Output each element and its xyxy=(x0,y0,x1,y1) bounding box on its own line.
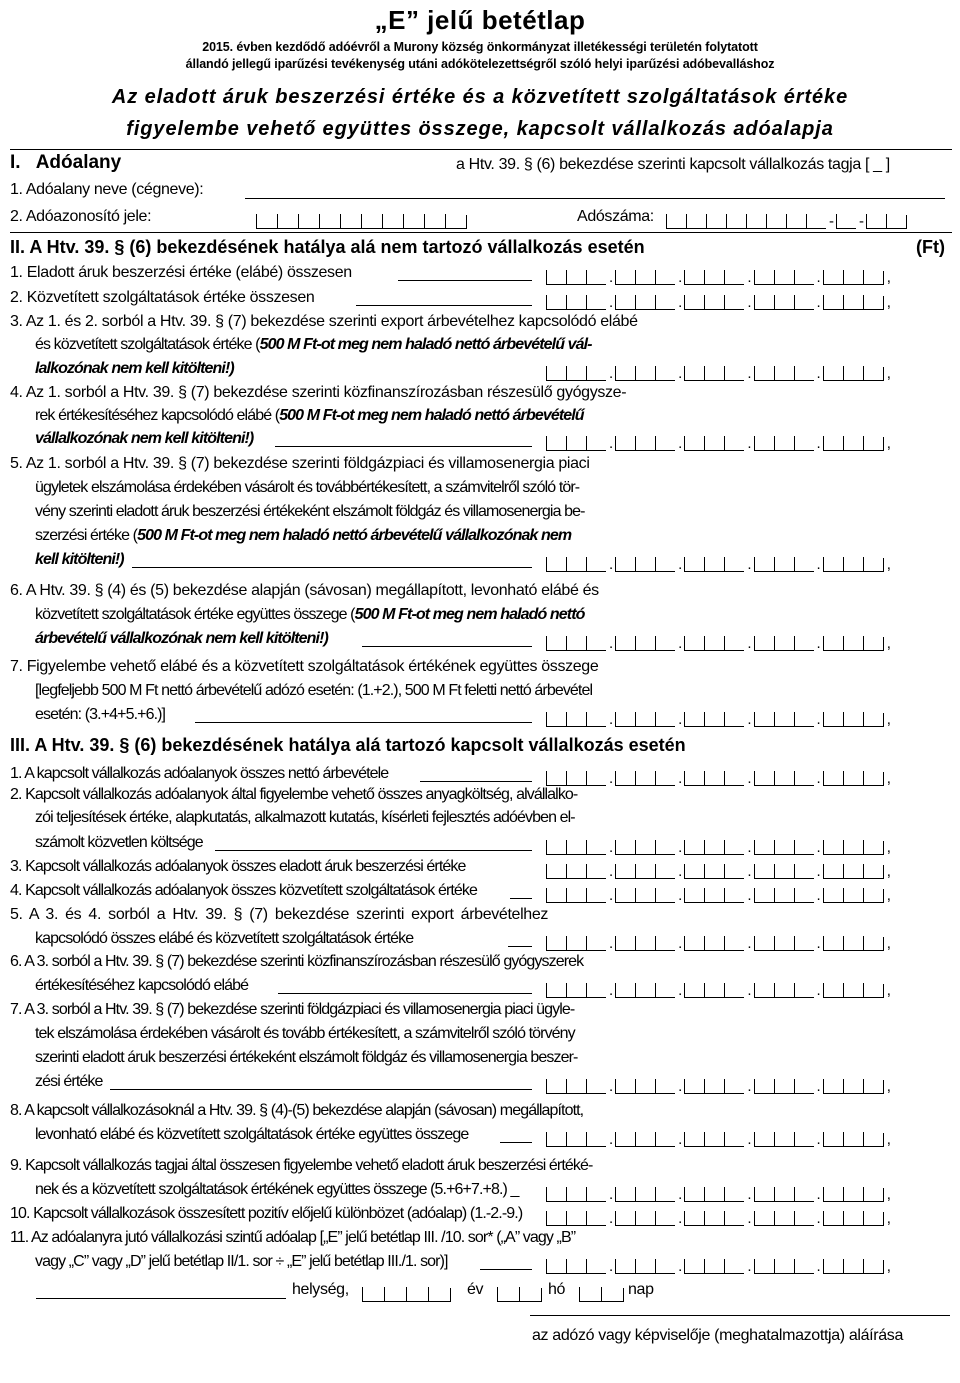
section-1-note: a Htv. 39. § (6) bekezdése szerinti kapcsolt vállalkozás tagja [ _ ] xyxy=(456,156,890,173)
s3-row-8-amount[interactable]: . . . . , xyxy=(546,1129,893,1147)
s3-row-8-line-2: levonható elábé és közvetített szolgáltatások értéke együttes összege xyxy=(35,1126,469,1143)
form-subtitle-2: állandó jellegű iparűzési tevékenység utáni adókötelezettségről szóló helyi iparűzési adóbevalláshoz xyxy=(185,57,775,71)
s2-row-2-label: 2. Közvetített szolgáltatások értéke összesen xyxy=(10,289,315,306)
s3-row-2-leader xyxy=(215,850,532,851)
form-title: „E” jelű betétlap xyxy=(374,5,586,35)
s3-row-1-leader xyxy=(420,781,532,782)
place-label: helység, xyxy=(292,1281,349,1298)
tax-id-label: 2. Adóazonosító jele: xyxy=(10,208,152,225)
s2-row-4-line-3: vállalkozónak nem kell kitölteni!) xyxy=(35,430,254,447)
s3-row-7-amount[interactable]: . . . . , xyxy=(546,1076,893,1094)
s3-row-9-line-1: 9. Kapcsolt vállalkozás tagjai által összesen figyelembe vehető eladott áruk beszerzési értéké- xyxy=(10,1157,593,1174)
s2-row-3-line-1: 3. Az 1. és 2. sorból a Htv. 39. § (7) bekezdése szerinti export árbevételhez kapcsolódó elábé xyxy=(10,313,638,330)
day-field[interactable] xyxy=(579,1284,624,1302)
s3-row-7-leader xyxy=(110,1089,532,1090)
s2-row-3-line-2: és közvetített szolgáltatások értéke (500 M Ft-ot meg nem haladó nettó árbevételű vál- xyxy=(35,336,592,353)
s3-row-8-leader xyxy=(500,1142,532,1143)
s3-row-6-line-2: értékesítéséhez kapcsolódó elábé xyxy=(35,977,249,994)
s3-row-11-line-1: 11. Az adóalanyra jutó vállalkozási szintű adóalap [„E” jelű betétlap III. /10. sor* („A” vagy „B” xyxy=(10,1229,576,1246)
s2-row-6-line-1: 6. A Htv. 39. § (4) és (5) bekezdése alapján (sávosan) megállapított, levonható elábé és xyxy=(10,582,599,599)
s2-row-4-line-1: 4. Az 1. sorból a Htv. 39. § (7) bekezdése szerinti közfinanszírozásban részesülő gyógysze- xyxy=(10,384,627,401)
s3-row-9-line-2: nek és a közvetített szolgáltatások értékének együttes összege (5.+6+7.+8.) _ xyxy=(35,1181,519,1198)
taxpayer-name-field[interactable] xyxy=(245,198,945,199)
s2-row-5-line-5: kell kitölteni!) xyxy=(35,551,124,568)
s3-row-7-line-3: szerinti eladott áruk beszerzési értékeként elszámolt földgáz és villamosenergia beszer- xyxy=(35,1049,578,1066)
s3-row-6-leader xyxy=(278,993,532,994)
s3-row-2-line-3: számolt közvetlen költsége xyxy=(35,834,203,851)
section-1-title: I. Adóalany xyxy=(10,152,122,173)
form-subtitle-1: 2015. évben kezdődő adóévről a Murony község önkormányzat illetékességi területén folytatott xyxy=(202,40,758,54)
section-2-unit: (Ft) xyxy=(916,237,945,257)
s3-row-11-amount[interactable]: . . . . , xyxy=(546,1256,893,1274)
section-3-title: III. A Htv. 39. § (6) bekezdésének hatálya alá tartozó kapcsolt vállalkozás esetén xyxy=(10,735,686,755)
s2-row-6-leader xyxy=(362,646,532,647)
s2-row-6-line-3: árbevételű vállalkozónak nem kell kitölteni!) xyxy=(35,630,328,647)
s3-row-4-amount[interactable]: . . . . , xyxy=(546,885,893,903)
s2-row-5-leader xyxy=(132,567,532,568)
s2-row-2-amount[interactable]: . . . . , xyxy=(546,292,893,310)
place-field[interactable] xyxy=(36,1298,286,1299)
s2-row-2-leader xyxy=(356,305,532,306)
day-label: nap xyxy=(628,1281,654,1298)
month-label: hó xyxy=(548,1281,566,1298)
s2-row-1-label: 1. Eladott áruk beszerzési értéke (elábé) összesen xyxy=(10,264,352,281)
s2-row-5-line-4: szerzési értéke (500 M Ft-ot meg nem haladó nettó árbevételű vállalkozónak nem xyxy=(35,527,572,544)
year-label: év xyxy=(467,1281,484,1298)
s3-row-9-amount[interactable]: . . . . , xyxy=(546,1184,893,1202)
s3-row-10-amount[interactable]: . . . . , xyxy=(546,1208,893,1226)
s2-row-1-amount[interactable]: . . . . , xyxy=(546,267,893,285)
s3-row-7-line-1: 7. A 3. sorból a Htv. 39. § (7) bekezdése szerinti földgázpiaci és villamosenergia piaci ügyle- xyxy=(10,1001,575,1018)
s3-row-2-line-1: 2. Kapcsolt vállalkozás adóalanyok által figyelembe vehető összes anyagköltség, alvállalko- xyxy=(10,786,578,803)
section-2-title: II. A Htv. 39. § (6) bekezdésének hatálya alá nem tartozó vállalkozás esetén xyxy=(10,237,645,257)
s2-row-5-amount[interactable]: . . . . , xyxy=(546,554,893,572)
s3-row-3-label: 3. Kapcsolt vállalkozás adóalanyok összes eladott áruk beszerzési értéke xyxy=(10,858,466,875)
s2-row-6-line-2: közvetített szolgáltatások értéke együttes összege (500 M Ft-ot meg nem haladó nettó xyxy=(35,606,585,623)
s2-row-4-leader xyxy=(275,446,532,447)
s2-row-6-amount[interactable]: . . . . , xyxy=(546,633,893,651)
s2-row-5-line-1: 5. Az 1. sorból a Htv. 39. § (7) bekezdése szerinti földgázpiaci és villamosenergia piaci xyxy=(10,455,590,472)
main-heading-1: Az eladott áruk beszerzési értéke és a közvetített szolgáltatások értéke xyxy=(111,86,849,108)
tax-id-field[interactable] xyxy=(256,211,467,229)
s3-row-3-amount[interactable]: . . . . , xyxy=(546,861,893,879)
s3-row-5-leader xyxy=(508,946,532,947)
s2-row-5-line-2: ügyletek elszámolása érdekében vásárolt és továbbértékesített, a számvitelről szóló tör- xyxy=(35,479,580,496)
s3-row-1-amount[interactable]: . . . . , xyxy=(546,768,893,786)
s2-row-7-line-3: esetén: (3.+4+5.+6.)] xyxy=(35,706,166,723)
s2-row-7-leader xyxy=(195,722,532,723)
signature-line[interactable] xyxy=(530,1315,950,1316)
tax-number-label: Adószáma: xyxy=(577,208,654,225)
signature-caption: az adózó vagy képviselője (meghatalmazottja) aláírása xyxy=(532,1327,903,1344)
s3-row-4-label: 4. Kapcsolt vállalkozás adóalanyok összes közvetített szolgáltatások értéke xyxy=(10,882,478,899)
s2-row-7-amount[interactable]: . . . . , xyxy=(546,709,893,727)
s3-row-1-label: 1. A kapcsolt vállalkozás adóalanyok összes nettó árbevétele xyxy=(10,765,389,782)
s3-row-2-line-2: zói teljesítések értéke, alapkutatás, alkalmazott kutatás, kísérleti fejlesztés adóévben el- xyxy=(35,809,575,826)
s3-row-6-amount[interactable]: . . . . , xyxy=(546,980,893,998)
s3-row-7-line-4: zési értéke xyxy=(35,1073,103,1090)
s3-row-6-line-1: 6. A 3. sorból a Htv. 39. § (7) bekezdése szerinti közfinanszírozásban részesülő gyógyszerek xyxy=(10,953,584,970)
s3-row-5-amount[interactable]: . . . . , xyxy=(546,933,893,951)
section-1-separator xyxy=(10,232,952,233)
s2-row-4-line-2: rek értékesítéséhez kapcsolódó elábé (500 M Ft-ot meg nem haladó nettó árbevételű xyxy=(35,407,584,424)
s3-row-4-leader xyxy=(510,898,532,899)
s2-row-3-amount[interactable]: . . . . , xyxy=(546,363,893,381)
s3-row-5-line-2: kapcsolódó összes elábé és közvetített szolgáltatások értéke xyxy=(35,930,414,947)
s2-row-1-leader xyxy=(398,280,532,281)
s3-row-7-line-2: tek elszámolása érdekében vásárolt és tovább értékesített, a számvitelről szóló törvény xyxy=(35,1025,575,1042)
s2-row-7-line-2: [legfeljebb 500 M Ft nettó árbevételű adózó esetén: (1.+2.), 500 M Ft feletti nettó árbevétel xyxy=(35,682,593,699)
taxpayer-name-label: 1. Adóalany neve (cégneve): xyxy=(10,181,204,198)
s2-row-3-line-3: lalkozónak nem kell kitölteni!) xyxy=(35,360,234,377)
s3-row-2-amount[interactable]: . . . . , xyxy=(546,837,893,855)
tax-number-field[interactable]: - - xyxy=(666,211,907,229)
main-heading-2: figyelembe vehető együttes összege, kapcsolt vállalkozás adóalapja xyxy=(126,118,834,140)
s2-row-5-line-3: vény szerinti eladott áruk beszerzési értékeként elszámolt földgáz és villamosenergia be- xyxy=(35,503,585,520)
heading-separator xyxy=(10,149,952,150)
s3-row-5-line-1: 5. A 3. és 4. sorból a Htv. 39. § (7) bekezdése szerinti export árbevételhez xyxy=(10,906,549,923)
s3-row-10-label: 10. Kapcsolt vállalkozások összesített pozitív előjelű különbözet (adóalap) (1.-2.-9.) xyxy=(10,1205,523,1222)
year-field[interactable] xyxy=(362,1284,451,1302)
s3-row-11-leader xyxy=(480,1269,532,1270)
s3-row-8-line-1: 8. A kapcsolt vállalkozásoknál a Htv. 39. § (4)-(5) bekezdése alapján (sávosan) megállapított, xyxy=(10,1102,584,1119)
s2-row-7-line-1: 7. Figyelembe vehető elábé és a közvetített szolgáltatások értékének együttes összege xyxy=(10,658,599,675)
month-field[interactable] xyxy=(497,1284,542,1302)
s3-row-11-line-2: vagy „C” vagy „D” jelű betétlap II/1. sor ÷ „E” jelű betétlap III./1. sor)] xyxy=(35,1253,448,1270)
s2-row-4-amount[interactable]: . . . . , xyxy=(546,433,893,451)
